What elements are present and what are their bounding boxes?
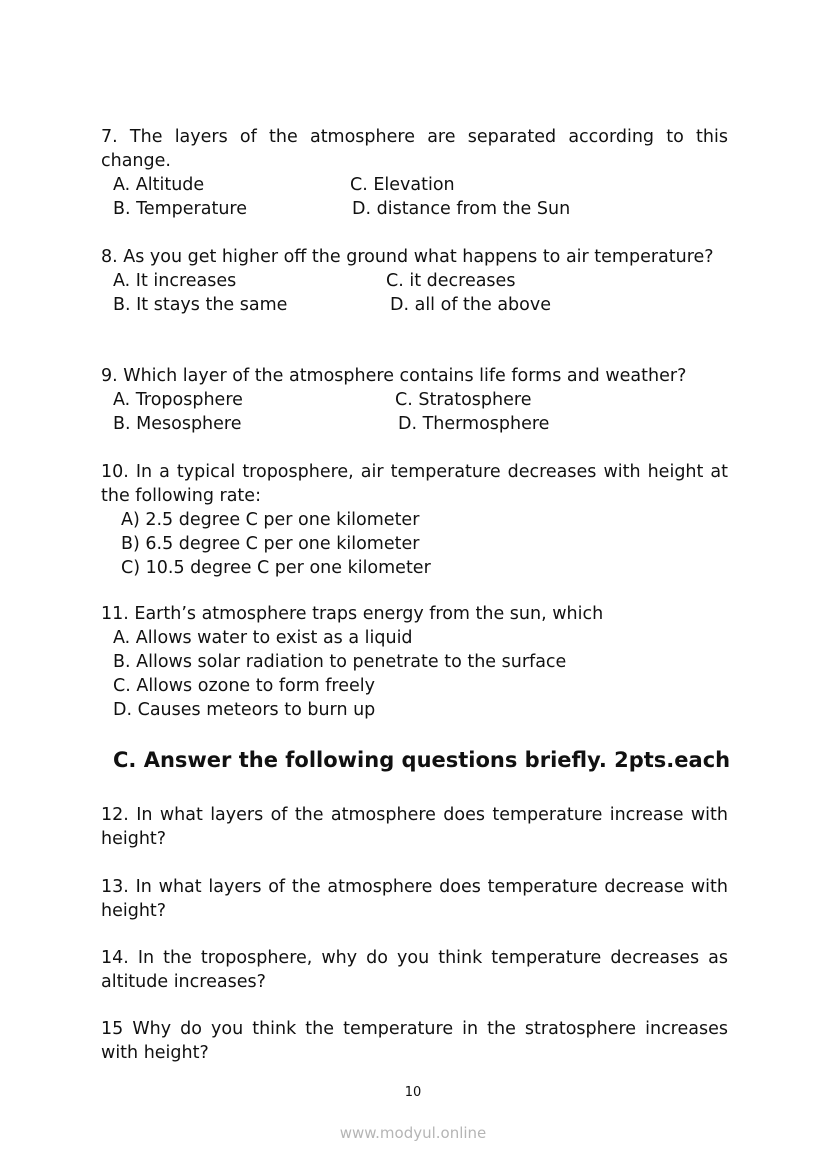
option: A. Troposphere xyxy=(113,390,243,410)
question-text: 11. Earth’s atmosphere traps energy from the sun, which xyxy=(101,604,604,624)
watermark: www.modyul.online xyxy=(339,1124,487,1142)
option: B. It stays the same xyxy=(113,295,288,315)
option: A. Allows water to exist as a liquid xyxy=(113,628,413,648)
question-text: 9. Which layer of the atmosphere contains life forms and weather? xyxy=(101,366,687,386)
option: C) 10.5 degree C per one kilometer xyxy=(121,558,431,578)
option: B. Allows solar radiation to penetrate to the surface xyxy=(113,652,567,672)
question-7 xyxy=(101,125,728,221)
question-15: 15 Why do you think the temperature in the stratosphere increases with height? xyxy=(101,1019,728,1063)
option: C. Stratosphere xyxy=(395,390,532,410)
option: A. It increases xyxy=(113,271,237,291)
question-9 xyxy=(101,364,728,436)
section-heading: C. Answer the following questions briefly. 2pts.each xyxy=(113,748,731,772)
question-13: 13. In what layers of the atmosphere does temperature decrease with height? xyxy=(101,877,728,921)
question-11 xyxy=(101,602,728,722)
page-number: 10 xyxy=(404,1085,422,1100)
question-8 xyxy=(101,245,728,317)
option: D. Thermosphere xyxy=(398,414,550,434)
question-text: 7. The layers of the atmosphere are separated according to this change. xyxy=(101,127,728,171)
option: B. Mesosphere xyxy=(113,414,242,434)
question-text: 8. As you get higher off the ground what happens to air temperature? xyxy=(101,247,714,267)
question-14: 14. In the troposphere, why do you think temperature decreases as altitude increases? xyxy=(101,948,728,992)
option: C. Allows ozone to form freely xyxy=(113,676,375,696)
question-text: 10. In a typical troposphere, air temperature decreases with height at the following rate: xyxy=(101,462,728,506)
option: C. Elevation xyxy=(350,175,455,195)
option: B) 6.5 degree C per one kilometer xyxy=(121,534,420,554)
option: A. Altitude xyxy=(113,175,205,195)
question-10 xyxy=(101,460,728,580)
option: B. Temperature xyxy=(113,199,247,219)
option: A) 2.5 degree C per one kilometer xyxy=(121,510,420,530)
option: D. all of the above xyxy=(390,295,551,315)
option: C. it decreases xyxy=(386,271,516,291)
question-12: 12. In what layers of the atmosphere does temperature increase with height? xyxy=(101,805,728,849)
option: D. Causes meteors to burn up xyxy=(113,700,376,720)
option: D. distance from the Sun xyxy=(352,199,571,219)
